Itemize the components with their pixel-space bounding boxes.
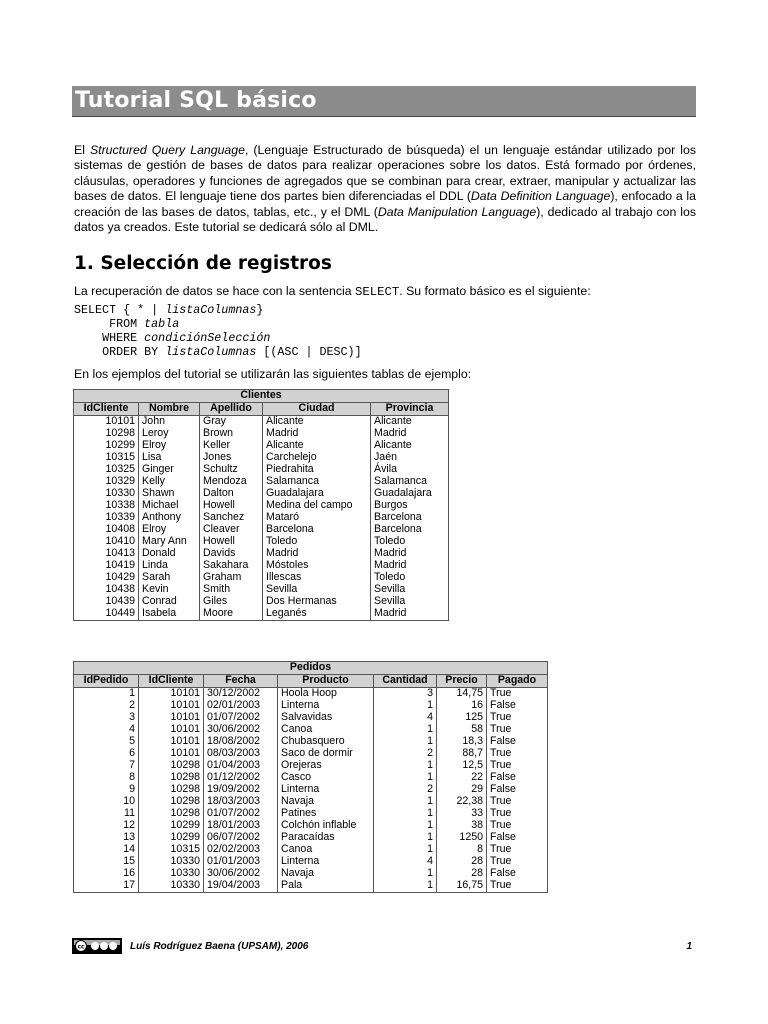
code-line-4 (74, 345, 362, 359)
table-cell: True (487, 712, 548, 724)
table-row (74, 880, 548, 893)
code-keyword: SELECT (74, 303, 117, 317)
table-cell: 4 (374, 712, 437, 724)
table-cell: Barcelona (371, 512, 449, 524)
table-cell: False (487, 868, 548, 880)
document-title: Tutorial SQL básico (75, 88, 317, 113)
table-cell: 16 (437, 700, 487, 712)
table-cell: 08/03/2003 (204, 748, 278, 760)
table-row (74, 524, 449, 536)
table-cell: True (487, 796, 548, 808)
table-cell: Navaja (278, 868, 374, 880)
table-cell: 10299 (139, 832, 204, 844)
table-row (74, 772, 548, 784)
table-cell: Piedrahita (263, 464, 371, 476)
table-cell: 30/06/2002 (204, 868, 278, 880)
table-row (74, 808, 548, 820)
table-cell: Conrad (139, 596, 200, 608)
table-cell: 15 (74, 856, 139, 868)
intro-text-2: , (Lenguaje Estructurado de búsqueda) el un lenguaje estándar utilizado por los sistemas de gestión de bases de datos para realizar operaciones sobre los datos. Está formado por órdenes, cláusulas, operadores y funciones de agregados que se combinan para crear, extraer, manipular y actualizar las bases de datos. El lenguaje tiene dos partes bien diferenciadas el DDL ( (74, 143, 696, 204)
table-cell: 7 (74, 760, 139, 772)
table-row (74, 820, 548, 832)
table-row (74, 416, 449, 429)
table-cell: Donald (139, 548, 200, 560)
table-cell: Guadalajara (371, 488, 449, 500)
table-cell: 18,3 (437, 736, 487, 748)
table-cell: 10408 (74, 524, 139, 536)
table-cell: Alicante (371, 416, 449, 429)
table-cell: False (487, 772, 548, 784)
table-cell: 10 (74, 796, 139, 808)
table-cell: 18/01/2003 (204, 820, 278, 832)
table-cell: 10299 (74, 440, 139, 452)
table-cell: Elroy (139, 440, 200, 452)
table-row (74, 536, 449, 548)
table-cell: 19/09/2002 (204, 784, 278, 796)
table-cell: True (487, 688, 548, 701)
column-header: Producto (278, 675, 374, 688)
table-cell: 8 (74, 772, 139, 784)
table-row (74, 856, 548, 868)
table-cell: True (487, 808, 548, 820)
column-header: Provincia (371, 403, 449, 416)
table-cell: 1 (374, 724, 437, 736)
table-cell: 10101 (139, 688, 204, 701)
table-cell: 1 (374, 796, 437, 808)
column-header: Fecha (204, 675, 278, 688)
column-header: Nombre (139, 403, 200, 416)
clientes-caption: Clientes (74, 390, 449, 403)
code-line-3 (74, 331, 362, 345)
table-cell: Saco de dormir (278, 748, 374, 760)
table-cell: 2 (74, 700, 139, 712)
table-cell: Cleaver (200, 524, 263, 536)
table-cell: Isabela (139, 608, 200, 621)
table-cell: Kelly (139, 476, 200, 488)
table-cell: Leganés (263, 608, 371, 621)
table-cell: 18/08/2002 (204, 736, 278, 748)
table-cell: Pala (278, 880, 374, 893)
table-cell: 38 (437, 820, 487, 832)
table-cell: Schultz (200, 464, 263, 476)
table-cell: 10101 (139, 700, 204, 712)
table-cell: 1 (374, 772, 437, 784)
table-cell: 88,7 (437, 748, 487, 760)
table-cell: 10101 (139, 736, 204, 748)
section-heading: 1. Selección de registros (74, 253, 332, 274)
table-cell: Mendoza (200, 476, 263, 488)
code-keyword: WHERE (102, 331, 138, 345)
column-header: IdPedido (74, 675, 139, 688)
table-cell: 16,75 (437, 880, 487, 893)
table-cell: True (487, 820, 548, 832)
select-intro-text-end: . Su formato básico es el siguiente: (399, 284, 591, 298)
table-row (74, 596, 449, 608)
table-cell: Móstoles (263, 560, 371, 572)
table-cell: 11 (74, 808, 139, 820)
table-cell: 1 (374, 700, 437, 712)
table-cell: Kevin (139, 584, 200, 596)
column-header: Cantidad (374, 675, 437, 688)
table-cell: Sanchez (200, 512, 263, 524)
table-cell: 10298 (74, 428, 139, 440)
table-row (74, 844, 548, 856)
table-cell: 12,5 (437, 760, 487, 772)
table-cell: 10439 (74, 596, 139, 608)
intro-italic-2: Data Definition Language (470, 189, 611, 204)
table-cell: 10330 (139, 880, 204, 893)
table-row (74, 428, 449, 440)
table-cell: Barcelona (263, 524, 371, 536)
table-cell: Lisa (139, 452, 200, 464)
code-text: [(ASC | DESC)] (256, 345, 362, 359)
table-row (74, 796, 548, 808)
table-cell: Chubasquero (278, 736, 374, 748)
table-row (74, 868, 548, 880)
table-cell: 14 (74, 844, 139, 856)
table-cell: 10299 (139, 820, 204, 832)
table-cell: Guadalajara (263, 488, 371, 500)
table-cell: 10330 (74, 488, 139, 500)
table-row (74, 464, 449, 476)
table-cell: 22 (437, 772, 487, 784)
table-cell: Jones (200, 452, 263, 464)
table-cell: True (487, 880, 548, 893)
table-cell: Casco (278, 772, 374, 784)
table-cell: 5 (74, 736, 139, 748)
table-cell: 4 (374, 856, 437, 868)
table-cell: 10419 (74, 560, 139, 572)
column-header: Precio (437, 675, 487, 688)
table-cell: 10339 (74, 512, 139, 524)
table-cell: 125 (437, 712, 487, 724)
table-cell: Linda (139, 560, 200, 572)
table-cell: Madrid (371, 608, 449, 621)
table-cell: 33 (437, 808, 487, 820)
table-cell: Madrid (263, 428, 371, 440)
table-cell: 1 (374, 820, 437, 832)
table-cell: 10101 (139, 748, 204, 760)
table-cell: 06/07/2002 (204, 832, 278, 844)
column-header: Ciudad (263, 403, 371, 416)
table-cell: 28 (437, 868, 487, 880)
table-cell: Leroy (139, 428, 200, 440)
table-cell: 19/04/2003 (204, 880, 278, 893)
table-cell: Sevilla (371, 584, 449, 596)
table-cell: Howell (200, 536, 263, 548)
svg-text:cc: cc (77, 943, 85, 951)
table-cell: 1 (374, 832, 437, 844)
select-intro-text: La recuperación de datos se hace con la sentencia (74, 284, 355, 298)
table-row (74, 784, 548, 796)
table-cell: 01/04/2003 (204, 760, 278, 772)
code-keyword: ORDER BY (102, 345, 159, 359)
table-cell: Carchelejo (263, 452, 371, 464)
table-cell: 3 (74, 712, 139, 724)
table-cell: 10315 (139, 844, 204, 856)
table-cell: 1 (374, 880, 437, 893)
table-cell: Toledo (371, 572, 449, 584)
table-cell: 10338 (74, 500, 139, 512)
table-cell: 22,38 (437, 796, 487, 808)
pedidos-table (73, 661, 548, 893)
table-cell: Salamanca (263, 476, 371, 488)
table-cell: Colchón inflable (278, 820, 374, 832)
table-cell: False (487, 736, 548, 748)
creative-commons-badge-icon[interactable] (72, 938, 122, 954)
table-cell: Dalton (200, 488, 263, 500)
table-cell: Madrid (263, 548, 371, 560)
table-cell: Linterna (278, 700, 374, 712)
table-cell: False (487, 784, 548, 796)
table-cell: Medina del campo (263, 500, 371, 512)
table-cell: 02/01/2003 (204, 700, 278, 712)
table-cell: Sevilla (263, 584, 371, 596)
table-cell: 10315 (74, 452, 139, 464)
table-row (74, 488, 449, 500)
table-cell: 2 (374, 784, 437, 796)
table-cell: Jaén (371, 452, 449, 464)
table-cell: Moore (200, 608, 263, 621)
tables-intro-paragraph: En los ejemplos del tutorial se utilizarán las siguientes tablas de ejemplo: (74, 367, 472, 381)
intro-text-3: ), enfocado a la creación de las bases de datos, tablas, etc., y el DML ( (74, 189, 696, 219)
table-cell: Madrid (371, 560, 449, 572)
table-cell: 10329 (74, 476, 139, 488)
table-cell: John (139, 416, 200, 429)
table-cell: Patines (278, 808, 374, 820)
table-row (74, 688, 548, 701)
table-cell: 9 (74, 784, 139, 796)
table-cell: True (487, 760, 548, 772)
table-cell: Madrid (371, 548, 449, 560)
column-header: Apellido (200, 403, 263, 416)
intro-italic-3: Data Manipulation Language (377, 204, 537, 219)
table-row (74, 712, 548, 724)
table-cell: 1 (374, 808, 437, 820)
table-cell: Canoa (278, 844, 374, 856)
table-cell: Hoola Hoop (278, 688, 374, 701)
table-cell: 12 (74, 820, 139, 832)
table-row (74, 700, 548, 712)
table-row (74, 748, 548, 760)
table-cell: 30/12/2002 (204, 688, 278, 701)
table-cell: 10330 (139, 868, 204, 880)
table-cell: 10410 (74, 536, 139, 548)
clientes-table (73, 389, 449, 621)
table-cell: 1 (74, 688, 139, 701)
table-cell: 10413 (74, 548, 139, 560)
table-cell: False (487, 700, 548, 712)
table-cell: Burgos (371, 500, 449, 512)
table-row (74, 548, 449, 560)
table-cell: True (487, 844, 548, 856)
table-cell: 1 (374, 868, 437, 880)
intro-text-4: ), dedicado al trabajo con los datos ya creados. Este tutorial se dedicará sólo al DML. (74, 204, 696, 235)
select-intro-paragraph (74, 284, 591, 300)
column-header: IdCliente (74, 403, 139, 416)
table-cell: 10438 (74, 584, 139, 596)
table-row (74, 476, 449, 488)
table-cell: Canoa (278, 724, 374, 736)
table-cell: Davids (200, 548, 263, 560)
code-block (74, 303, 362, 359)
table-cell: 18/03/2003 (204, 796, 278, 808)
table-row (74, 736, 548, 748)
table-cell: Toledo (371, 536, 449, 548)
table-cell: Elroy (139, 524, 200, 536)
table-cell: 10449 (74, 608, 139, 621)
table-cell: 10101 (74, 416, 139, 429)
table-cell: 8 (437, 844, 487, 856)
table-cell: 10330 (139, 856, 204, 868)
table-cell: Smith (200, 584, 263, 596)
table-cell: Linterna (278, 856, 374, 868)
table-cell: 10298 (139, 772, 204, 784)
table-cell: 28 (437, 856, 487, 868)
code-line-1 (74, 303, 362, 317)
table-cell: 1 (374, 760, 437, 772)
table-row (74, 512, 449, 524)
table-cell: Alicante (263, 416, 371, 429)
table-cell: Salamanca (371, 476, 449, 488)
table-cell: 14,75 (437, 688, 487, 701)
table-cell: 1 (374, 736, 437, 748)
intro-text-1: El (74, 143, 90, 157)
table-cell: Howell (200, 500, 263, 512)
table-row (74, 608, 449, 621)
table-cell: Barcelona (371, 524, 449, 536)
code-line-2 (74, 317, 362, 331)
table-cell: Sevilla (371, 596, 449, 608)
table-cell: Navaja (278, 796, 374, 808)
table-cell: Keller (200, 440, 263, 452)
footer-author: Luís Rodríguez Baena (UPSAM), 2006 (130, 941, 309, 952)
table-cell: 10101 (139, 712, 204, 724)
table-cell: 13 (74, 832, 139, 844)
table-cell: 02/02/2003 (204, 844, 278, 856)
table-cell: 10298 (139, 796, 204, 808)
column-header: IdCliente (139, 675, 204, 688)
title-bar (72, 86, 696, 117)
table-cell: Orejeras (278, 760, 374, 772)
table-cell: 30/06/2002 (204, 724, 278, 736)
table-cell: Ginger (139, 464, 200, 476)
table-row (74, 572, 449, 584)
table-cell: Anthony (139, 512, 200, 524)
table-cell: 10325 (74, 464, 139, 476)
table-cell: 01/07/2002 (204, 808, 278, 820)
table-cell: 58 (437, 724, 487, 736)
table-cell: 1 (374, 844, 437, 856)
code-text: } (256, 303, 264, 317)
table-cell: 01/01/2003 (204, 856, 278, 868)
table-cell: 10101 (139, 724, 204, 736)
table-cell: Graham (200, 572, 263, 584)
table-cell: Salvavidas (278, 712, 374, 724)
intro-italic-1: Structured Query Language (89, 143, 245, 157)
table-cell: 29 (437, 784, 487, 796)
code-variable: condiciónSelección (144, 331, 271, 345)
table-cell: True (487, 724, 548, 736)
table-cell: 4 (74, 724, 139, 736)
table-cell: Sakahara (200, 560, 263, 572)
table-row (74, 832, 548, 844)
table-cell: True (487, 748, 548, 760)
table-cell: 10298 (139, 784, 204, 796)
table-row (74, 500, 449, 512)
column-header: Pagado (487, 675, 548, 688)
code-text: { * | (116, 303, 166, 317)
table-row (74, 560, 449, 572)
table-cell: True (487, 856, 548, 868)
code-keyword: FROM (109, 317, 138, 331)
table-cell: Mary Ann (139, 536, 200, 548)
table-cell: Alicante (371, 440, 449, 452)
table-cell: False (487, 832, 548, 844)
table-cell: Alicante (263, 440, 371, 452)
table-cell: 01/12/2002 (204, 772, 278, 784)
page-number: 1 (686, 941, 692, 952)
table-cell: Brown (200, 428, 263, 440)
table-cell: Ávila (371, 464, 449, 476)
table-cell: Mataró (263, 512, 371, 524)
table-cell: 10298 (139, 808, 204, 820)
table-cell: 3 (374, 688, 437, 701)
table-cell: Linterna (278, 784, 374, 796)
table-cell: 2 (374, 748, 437, 760)
table-cell: Shawn (139, 488, 200, 500)
table-row (74, 440, 449, 452)
table-row (74, 724, 548, 736)
table-cell: 17 (74, 880, 139, 893)
table-cell: Gray (200, 416, 263, 429)
table-cell: Giles (200, 596, 263, 608)
table-cell: 10429 (74, 572, 139, 584)
table-cell: Sarah (139, 572, 200, 584)
table-cell: 10298 (139, 760, 204, 772)
code-variable: tabla (144, 317, 180, 331)
table-cell: 16 (74, 868, 139, 880)
table-cell: Madrid (371, 428, 449, 440)
select-keyword: SELECT (354, 285, 400, 299)
table-cell: 6 (74, 748, 139, 760)
pedidos-caption: Pedidos (74, 662, 548, 675)
table-cell: 01/07/2002 (204, 712, 278, 724)
table-cell: Paracaídas (278, 832, 374, 844)
table-row (74, 584, 449, 596)
table-row (74, 760, 548, 772)
table-cell: Dos Hermanas (263, 596, 371, 608)
table-cell: 1250 (437, 832, 487, 844)
code-variable: listaColumnas (165, 303, 257, 317)
table-cell: Michael (139, 500, 200, 512)
intro-paragraph (74, 143, 696, 235)
page-footer (72, 938, 696, 958)
code-variable: listaColumnas (165, 345, 257, 359)
table-cell: Illescas (263, 572, 371, 584)
table-cell: Toledo (263, 536, 371, 548)
